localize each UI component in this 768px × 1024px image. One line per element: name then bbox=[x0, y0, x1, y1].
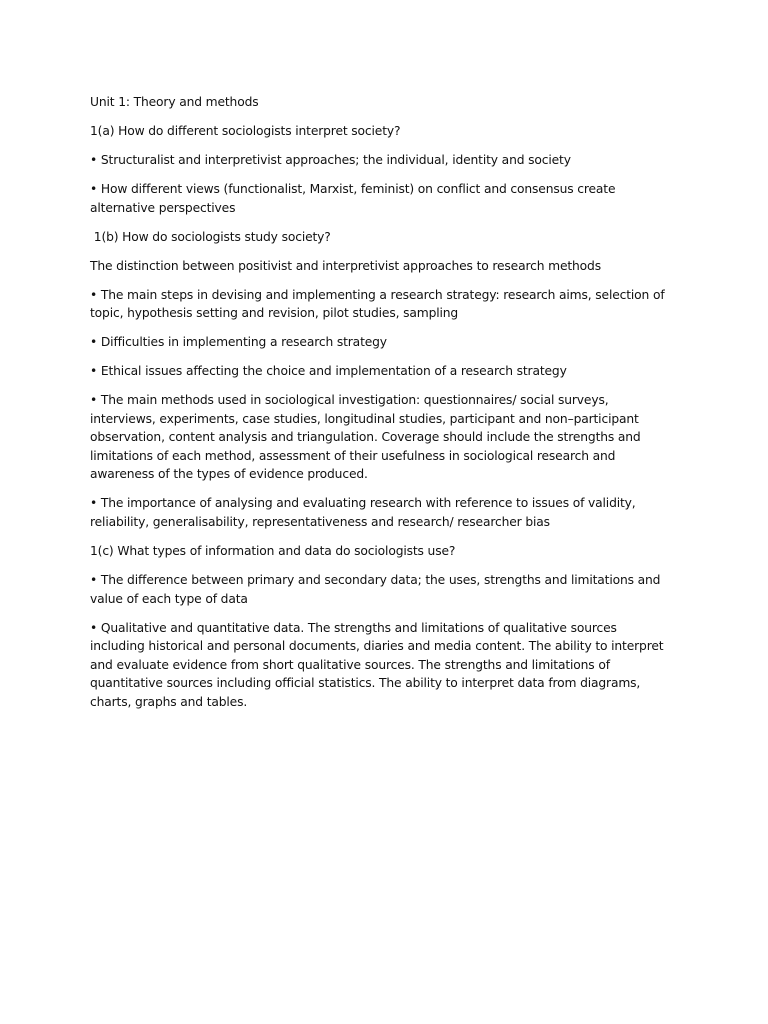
document-body bbox=[90, 93, 675, 722]
bullet-paragraph: • The difference between primary and secondary data; the uses, strengths and limitations and value of each type of data bbox=[90, 572, 661, 606]
bullet-paragraph: • Difficulties in implementing a research strategy bbox=[90, 335, 387, 350]
bullet-paragraph: • Ethical issues affecting the choice and implementation of a research strategy bbox=[90, 364, 567, 379]
bullet-paragraph: • How different views (functionalist, Marxist, feminist) on conflict and consensus create alternative perspectives bbox=[90, 181, 616, 215]
unit-title: Unit 1: Theory and methods bbox=[90, 95, 259, 109]
bullet-paragraph: • The importance of analysing and evaluating research with reference to issues of validity, reliability, generalisability, representativeness and research/ researcher bias bbox=[90, 496, 636, 529]
bullet-paragraph: • Qualitative and quantitative data. The strengths and limitations of qualitative sources including historical and personal documents, diaries and media content. The ability to interpret and evaluate evidence from short qualitative sources. The strengths and limitations of quantitative sources including official statistics. The ability to interpret data from diagrams, charts, graphs and tables. bbox=[90, 620, 664, 709]
body-paragraph: The distinction between positivist and interpretivist approaches to research methods bbox=[90, 258, 601, 273]
bullet-paragraph: • The main methods used in sociological investigation: questionnaires/ social surveys, interviews, experiments, case studies, longitudinal studies, participant and non–participant observation, content analysis and triangulation. Coverage should include the strengths and limitations of each method, assessment of their usefulness in sociological research and awareness of the types of evidence produced. bbox=[90, 393, 641, 482]
bullet-paragraph: • The main steps in devising and implementing a research strategy: research aims, selection of topic, hypothesis setting and revision, pilot studies, sampling bbox=[90, 287, 665, 321]
section-heading-1b: 1(b) How do sociologists study society? bbox=[90, 229, 331, 244]
section-heading-1a: 1(a) How do different sociologists interpret society? bbox=[90, 123, 401, 138]
bullet-paragraph: • Structuralist and interpretivist approaches; the individual, identity and society bbox=[90, 152, 571, 167]
section-heading-1c: 1(c) What types of information and data do sociologists use? bbox=[90, 543, 456, 558]
